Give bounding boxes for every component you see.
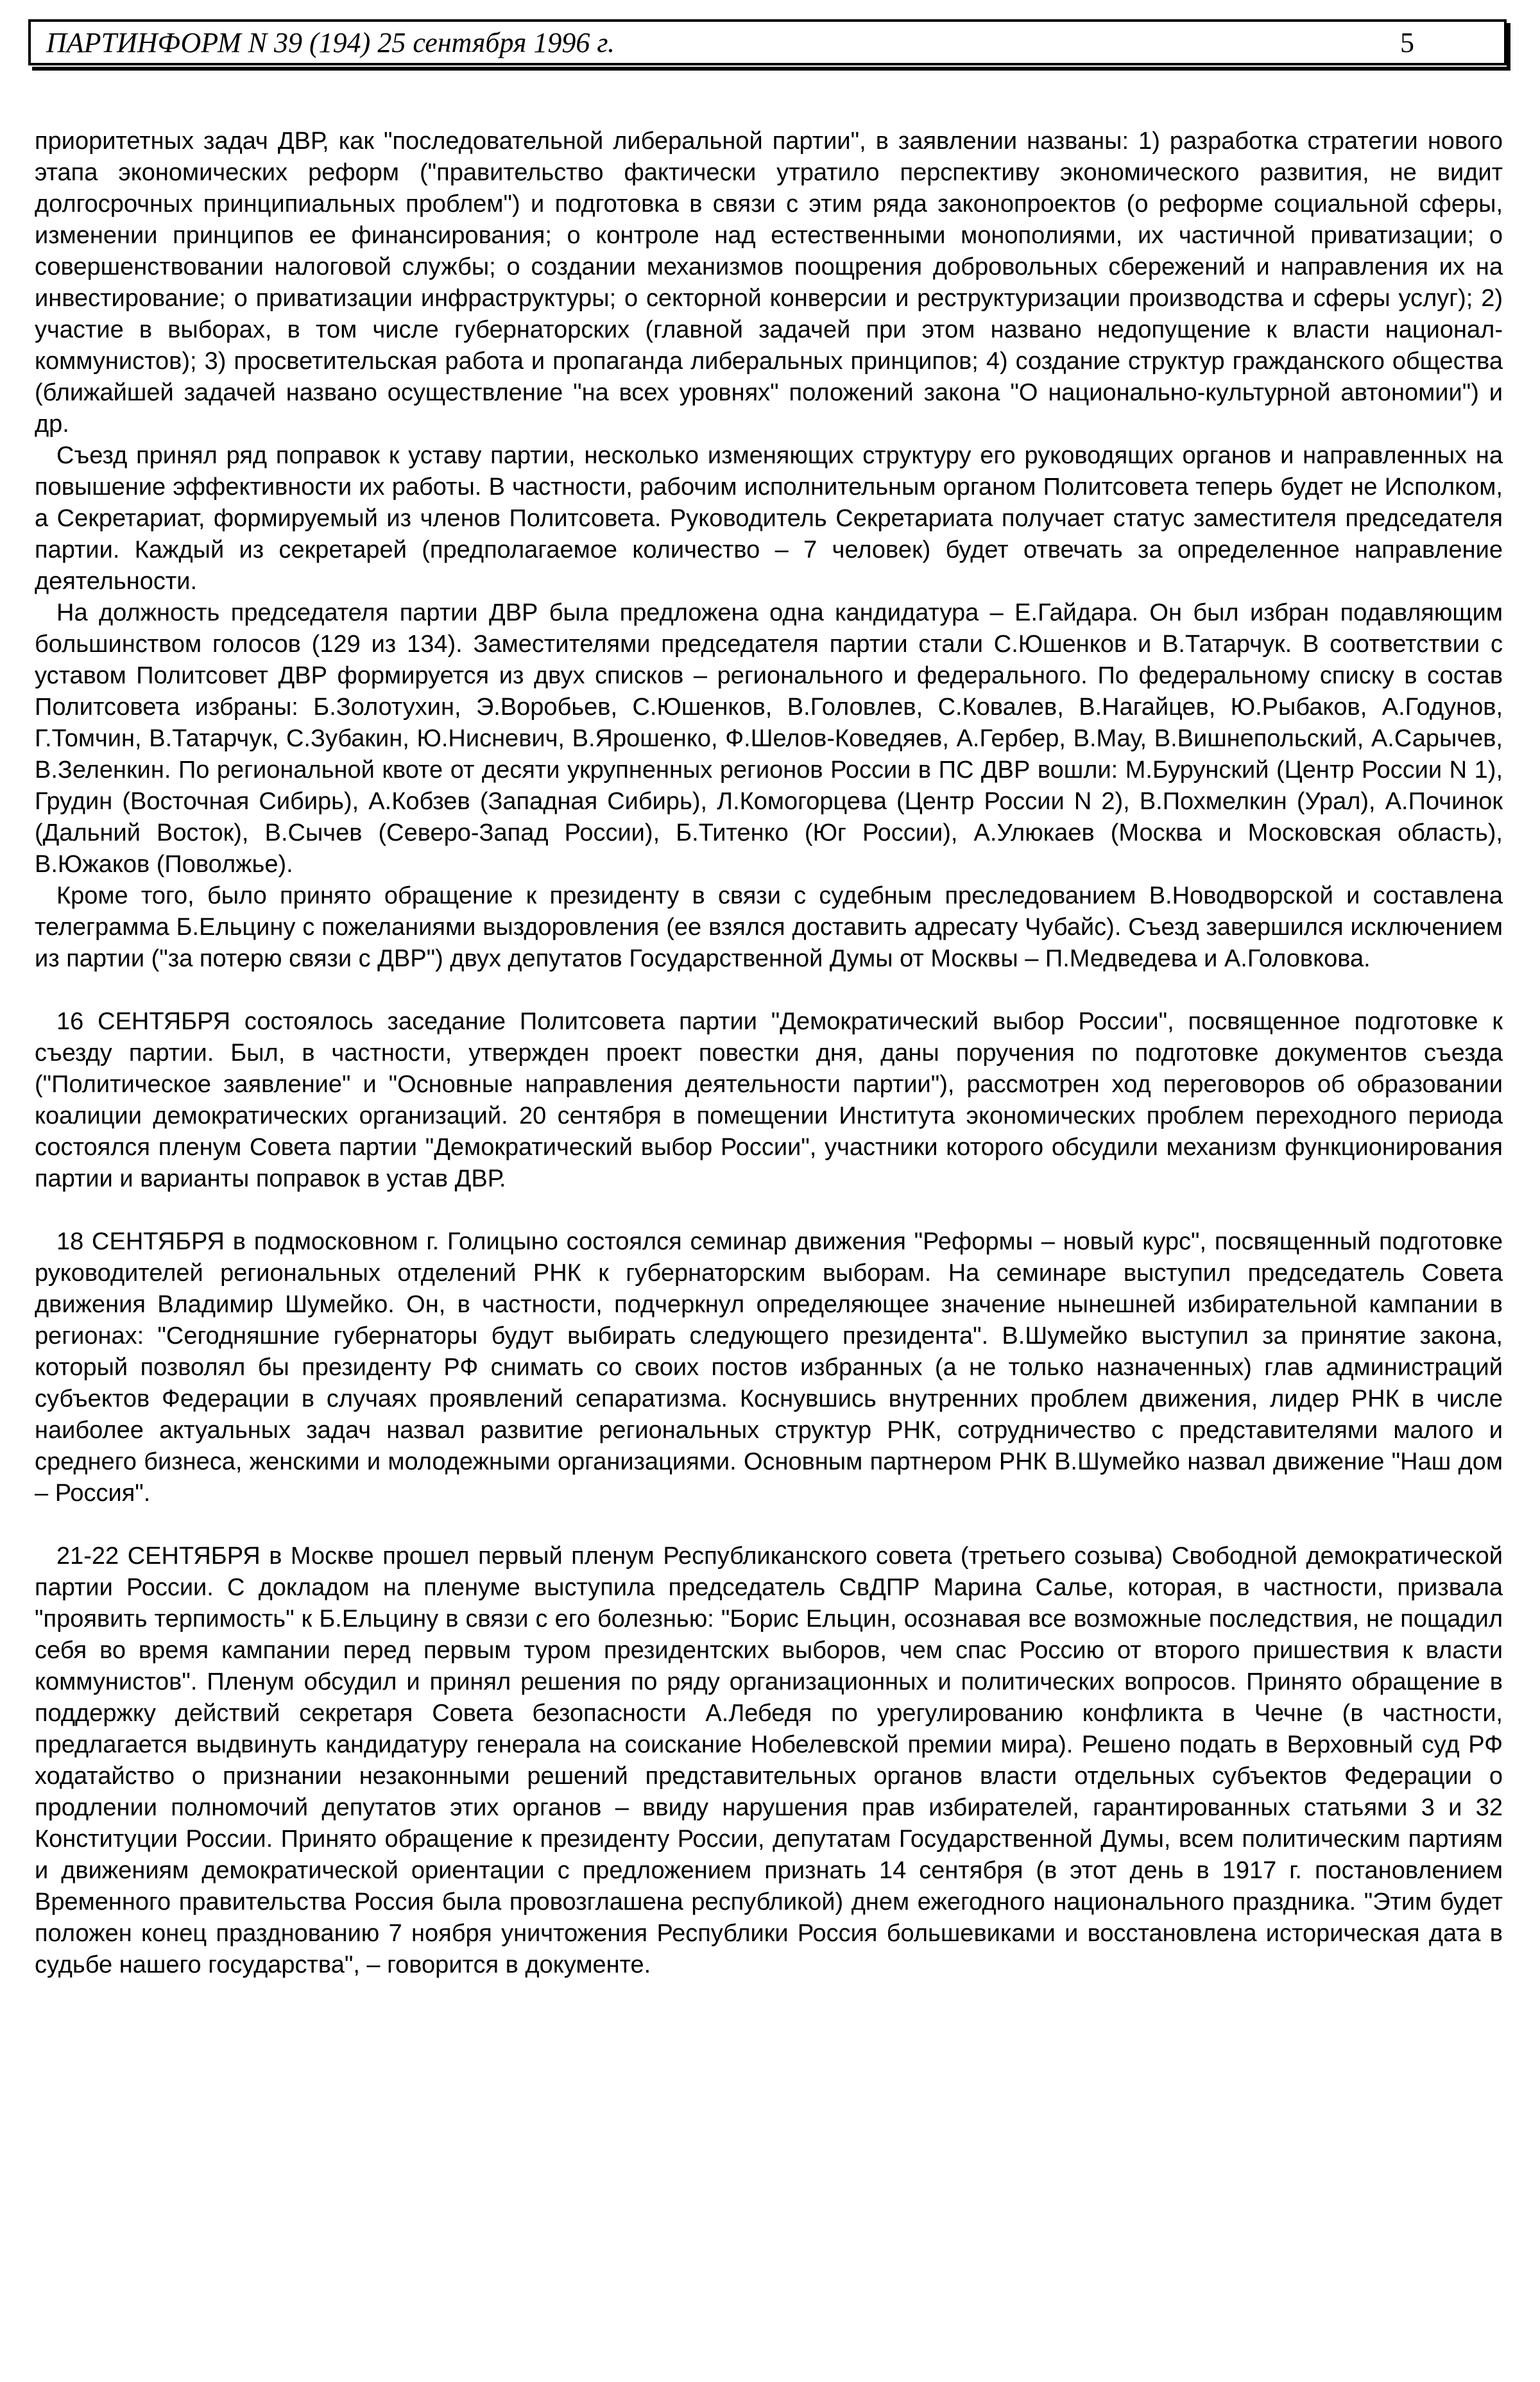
paragraph-sept-18: 18 СЕНТЯБРЯ в подмосковном г. Голицыно состоялся семинар движения "Реформы – новый курс", посвященный подготовке руководителей региональных отделений РНК к губернаторским выборам. На семинаре выступил председатель Совета движения Владимир Шумейко. Он, в частности, подчеркнул определяющее значение нынешней избирательной кампании в регионах: "Сегодняшние губернаторы будут выбирать следующего президента". В.Шумейко выступил за принятие закона, который позволял бы президенту РФ снимать со своих постов избранных (а не только назначенных) глав администраций субъектов Федерации в случаях проявлений сепаратизма. Коснувшись внутренних проблем движения, лидер РНК в числе наиболее актуальных задач назвал развитие региональных структур РНК, сотрудничество с представителями малого и среднего бизнеса, женскими и молодежными организациями. Основным партнером РНК В.Шумейко назвал движение "Наш дом – Россия". [35, 1228, 1503, 1507]
paragraph-appeals: Кроме того, было принято обращение к президенту в связи с судебным преследованием В.Новодворской и составлена телеграмма Б.Ельцину с пожеланиями выздоровления (ее взялся доставить адресату Чубайс). Съезд завершился исключением из партии ("за потерю связи с ДВР") двух депутатов Государственной Думы от Москвы – П.Медведева и А.Головкова. [35, 882, 1503, 972]
header-title: ПАРТИНФОРМ N 39 (194) 25 сентября 1996 г. [46, 26, 615, 58]
paragraph-continuation: приоритетных задач ДВР, как "последовательной либеральной партии", в заявлении названы: 1) разработка стратегии нового этапа экономических реформ ("правительство фактически утратило перспективу экономического развития, не видит долгосрочных принципиальных проблем") и подготовка в связи с этим ряда законопроектов (о реформе социальной сферы, изменении принципов ее финансирования; о контроле над естественными монополиями, их частичной приватизации; о совершенствовании налоговой службы; о создании механизмов поощрения добровольных сбережений и направления их на инвестирование; о приватизации инфраструктуры; о секторной конверсии и реструктуризации производства и сферы услуг); 2) участие в выборах, в том числе губернаторских (главной задачей при этом названо недопущение к власти национал-коммунистов); 3) просветительская работа и пропаганда либеральных принципов; 4) создание структур гражданского общества (ближайшей задачей названо осуществление "на всех уровнях" положений закона "О национально-культурной автономии") и др. [35, 128, 1503, 438]
header-shadow [32, 67, 1510, 71]
page-number: 5 [1400, 26, 1414, 58]
paragraph-sept-21-22: 21-22 СЕНТЯБРЯ в Москве прошел первый пленум Республиканского совета (третьего созыва) Свободной демократической партии России. С докладом на пленуме выступила председатель СвДПР Марина Салье, которая, в частности, призвала "проявить терпимость" к Б.Ельцину в связи с его болезнью: "Борис Ельцин, осознавая все возможные последствия, не пощадил себя во время кампании перед первым туром президентских выборов, чем спас Россию от второго пришествия к власти коммунистов". Пленум обсудил и принял решения по ряду организационных и политических вопросов. Принято обращение в поддержку действий секретаря Совета безопасности А.Лебедя по урегулированию конфликта в Чечне (в частности, предлагается выдвинуть кандидатуру генерала на соискание Нобелевской премии мира). Решено подать в Верховный суд РФ ходатайство о признании незаконными решений представительных органов власти отдельных субъектов Федерации о продлении полномочий депутатов этих органов – ввиду нарушения прав избирателей, гарантированных статьями 3 и 32 Конституции России. Принято обращение к президенту России, депутатам Государственной Думы, всем политическим партиям и движениям демократической ориентации с предложением признать 14 сентября (в этот день в 1917 г. постановлением Временного правительства Россия была провозглашена республикой) днем ежегодного национального праздника. "Этим будет положен конец празднованию 7 ноября уничтожения Республики Россия большевиками и восстановлена историческая дата в судьбе нашего государства", – говорится в документе. [35, 1543, 1503, 1978]
paragraph-charter-amendments: Съезд принял ряд поправок к уставу партии, несколько изменяющих структуру его руководящих органов и направленных на повышение эффективности их работы. В частности, рабочим исполнительным органом Политсовета теперь будет не Исполком, а Секретариат, формируемый из членов Политсовета. Руководитель Секретариата получает статус заместителя председателя партии. Каждый из секретарей (предполагаемое количество – 7 человек) будет отвечать за определенное направление деятельности. [35, 442, 1503, 595]
paragraph-elections: На должность председателя партии ДВР была предложена одна кандидатура – Е.Гайдара. Он был избран подавляющим большинством голосов (129 из 134). Заместителями председателя партии стали С.Юшенков и В.Татарчук. В соответствии с уставом Политсовет ДВР формируется из двух списков – регионального и федерального. По федеральному списку в состав Политсовета избраны: Б.Золотухин, Э.Воробьев, С.Юшенков, В.Головлев, С.Ковалев, В.Нагайцев, Ю.Рыбаков, А.Годунов, Г.Томчин, В.Татарчук, С.Зубакин, Ю.Нисневич, В.Ярошенко, Ф.Шелов-Коведяев, А.Гербер, В.Мау, В.Вишнепольский, А.Сарычев, В.Зеленкин. По региональной квоте от десяти укрупненных регионов России в ПС ДВР вошли: М.Бурунский (Центр России N 1), Грудин (Восточная Сибирь), А.Кобзев (Западная Сибирь), Л.Комогорцева (Центр России N 2), В.Похмелкин (Урал), А.Починок (Дальний Восток), В.Сычев (Северо-Запад России), Б.Титенко (Юг России), А.Улюкаев (Москва и Московская область), В.Южаков (Поволжье). [35, 599, 1503, 878]
page-header [28, 19, 1507, 65]
header-shadow-right [1507, 23, 1510, 71]
article-body [35, 126, 1503, 1981]
paragraph-sept-16: 16 СЕНТЯБРЯ состоялось заседание Политсовета партии "Демократический выбор России", посвященное подготовке к съезду партии. Был, в частности, утвержден проект повестки дня, даны поручения по подготовке документов съезда ("Политическое заявление" и "Основные направления деятельности партии"), рассмотрен ход переговоров об образовании коалиции демократических организаций. 20 сентября в помещении Института экономических проблем переходного периода состоялся пленум Совета партии "Демократический выбор России", участники которого обсудили механизм функционирования партии и варианты поправок в устав ДВР. [35, 1008, 1503, 1192]
